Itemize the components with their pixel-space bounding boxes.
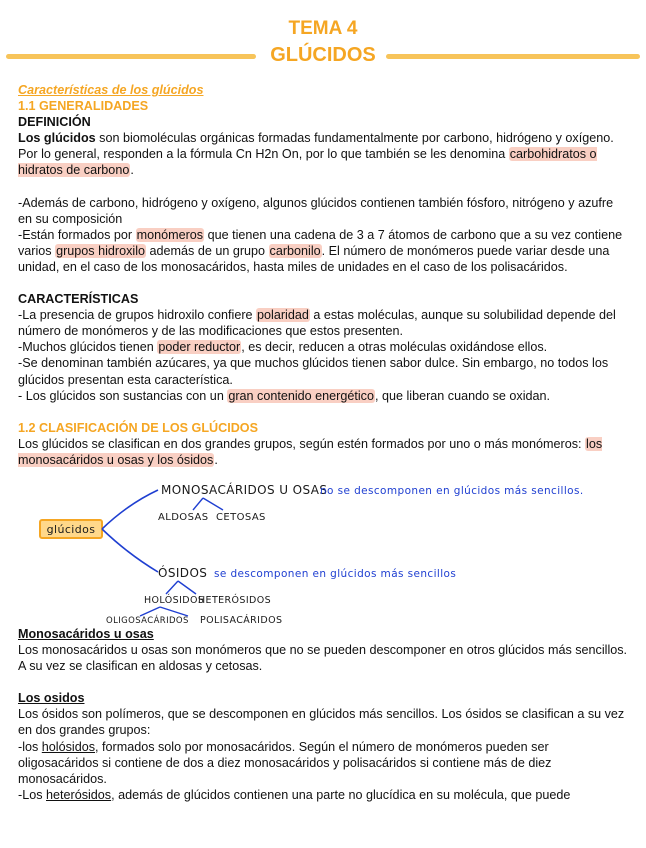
heading-monosacaridos: Monosacáridos u osas: [18, 626, 154, 641]
char-polaridad: -La presencia de grupos hidroxilo confiere polaridad a estas moléculas, aunque su solubilidad depende del número de monómeros y de las modificaciones que estos presenten.: [18, 308, 616, 339]
holosidos-label: HOLÓSIDOS: [144, 594, 205, 606]
diagram-svg: [18, 474, 630, 624]
branch-osidos: [102, 529, 158, 572]
title-block: [0, 18, 646, 68]
osidos-label: ÓSIDOS: [158, 565, 208, 580]
char-azucares: -Se denominan también azúcares, ya que muchos glúcidos tienen sabor dulce. Sin embargo, no todos los glúcidos presentan esta característica.: [18, 356, 609, 387]
cetosas-label: CETOSAS: [216, 511, 266, 523]
osidos-paragraph-3: -Los heterósidos, además de glúcidos contienen una parte no glucídica en su molécula, que puede: [18, 787, 571, 802]
heterosidos-label: HETERÓSIDOS: [198, 594, 272, 606]
osidos-note: se descomponen en glúcidos más sencillos: [214, 567, 457, 580]
page-title: GLÚCIDOS: [0, 42, 646, 68]
root-label: glúcidos: [46, 522, 96, 536]
definition-paragraph: Los glúcidos son biomoléculas orgánicas formadas fundamentalmente por carbono, hidrógeno y oxígeno. Por lo general, responden a la fórmula Cn H2n On, por lo que también se les denomina carbohidratos o hidratos de carbono.: [18, 131, 614, 178]
heading-definicion: DEFINICIÓN: [18, 115, 91, 130]
heading-clasificacion: 1.2 CLASIFICACIÓN DE LOS GLÚCIDOS: [18, 420, 259, 435]
heading-osidos: Los osidos: [18, 691, 85, 706]
branch-mono: [102, 490, 158, 529]
mono-note: no se descomponen en glúcidos más sencillos.: [320, 484, 584, 497]
heading-caracteristicas: CARACTERÍSTICAS: [18, 292, 139, 307]
osidos-paragraph-1: Los ósidos son polímeros, que se descomponen en glúcidos más sencillos. Los ósidos se clasifican a su vez en dos grandes grupos:: [18, 707, 625, 738]
char-energia: - Los glúcidos son sustancias con un gran contenido energético, que liberan cuando se oxidan.: [18, 388, 551, 403]
osidos-fork: [166, 581, 196, 594]
section-link[interactable]: Características de los glúcidos: [18, 83, 204, 97]
monomer-paragraph: -Están formados por monómeros que tienen una cadena de 3 a 7 átomos de carbono que a su vez contiene varios grupos hidroxilo además de un grupo carbonilo. El número de monómeros puede variar desde una unidad, en el caso de los monosacáridos, hasta miles de unidades en el caso de los polisacáridos.: [18, 227, 623, 274]
mono-label: MONOSACÁRIDOS U OSAS: [161, 482, 328, 497]
classification-diagram: [18, 474, 630, 624]
aldosas-label: ALDOSAS: [158, 511, 209, 523]
title-row: [0, 42, 646, 68]
holosidos-fork: [140, 607, 188, 616]
monosacaridos-paragraph: Los monosacáridos u osas son monómeros que no se pueden descomponer en otros glúcidos más sencillos. A su vez se clasifican en aldosas y cetosas.: [18, 643, 628, 674]
clasificacion-paragraph: Los glúcidos se clasifican en dos grandes grupos, según estén formados por uno o más monómeros: los monosacáridos u osas y los ósidos.: [18, 436, 603, 467]
mono-fork: [193, 498, 223, 510]
char-poder-reductor: -Muchos glúcidos tienen poder reductor, es decir, reducen a otras moléculas oxidándose ellos.: [18, 340, 548, 355]
document-body: [18, 82, 630, 803]
heading-generalidades: 1.1 GENERALIDADES: [18, 99, 149, 114]
topic-number: TEMA 4: [288, 18, 358, 39]
osidos-paragraph-2: -los holósidos, formados solo por monosacáridos. Según el número de monómeros pueden ser oligosacáridos si contiene de dos a diez monosacáridos y polisacáridos si contiene más de diez monosacáridos.: [18, 739, 552, 786]
oligo-label: OLIGOSACÁRIDOS: [106, 615, 189, 624]
composition-paragraph: -Además de carbono, hidrógeno y oxígeno, algunos glúcidos contienen también fósforo, nitrógeno y azufre en su composición: [18, 195, 614, 226]
poli-label: POLISACÁRIDOS: [200, 614, 283, 624]
